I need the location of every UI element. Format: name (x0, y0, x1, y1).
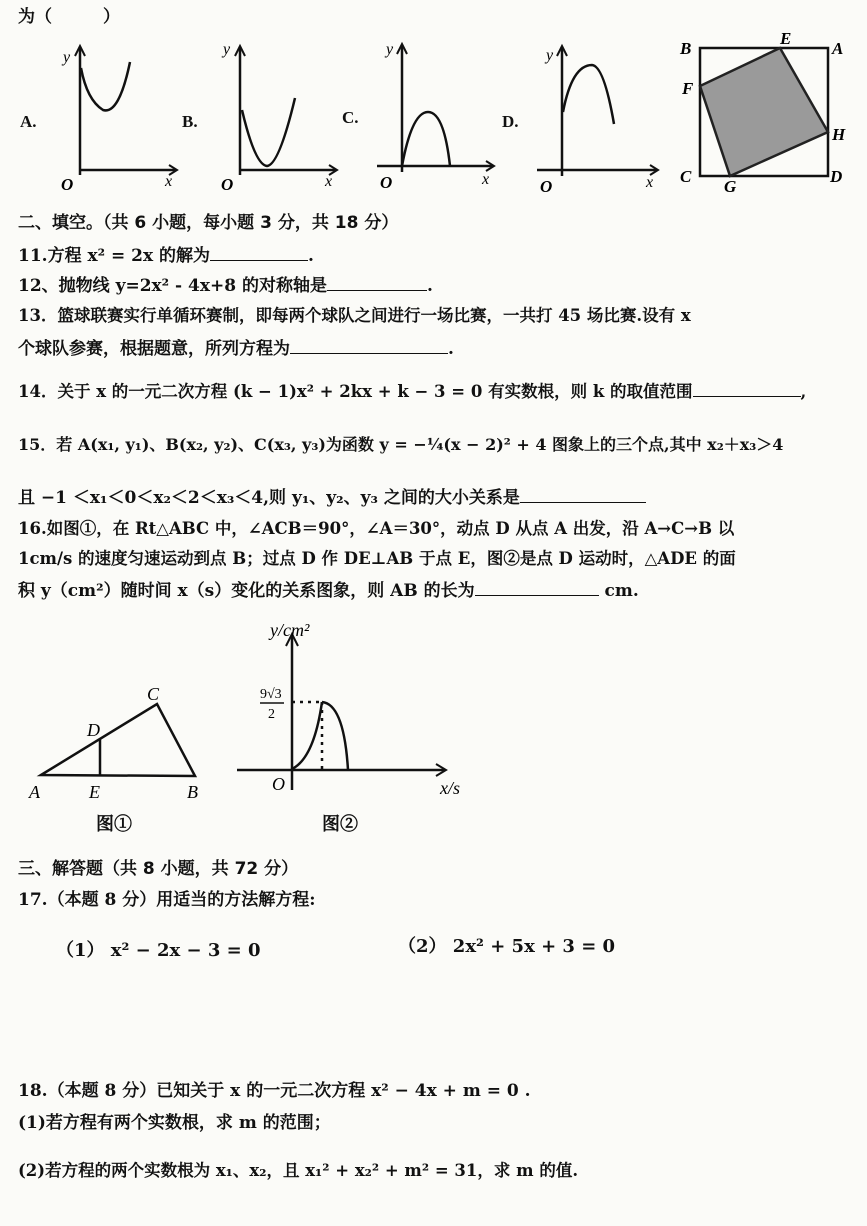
q15-line1: 15．若 A(x₁, y₁)、B(x₂, y₂)、C(x₃, y₃)为函数 y = −¼(x − 2)² + 4 图象上的三个点,其中 x₂＋x₃＞4 (18, 435, 784, 454)
option-b-graph (215, 40, 345, 195)
fig1-label-d: D (87, 720, 100, 740)
q16-line1: 16.如图①，在 Rt△ABC 中，∠ACB＝90°，∠A＝30°，动点 D 从点 A 出发，沿 A→C→B 以 (18, 519, 735, 538)
label-g: G (724, 177, 737, 196)
option-d-origin: O (540, 177, 553, 195)
fig2-x-axis-label: x/s (440, 778, 460, 798)
label-h: H (832, 125, 846, 144)
q13-line1: 13．篮球联赛实行单循环赛制，即每两个球队之间进行一场比赛，一共打 45 场比赛.设有 x (18, 306, 691, 325)
q16-line3 (18, 579, 639, 602)
q15-line2 (18, 486, 646, 509)
q18-part-2: (2)若方程的两个实数根为 x₁、x₂，且 x₁² + x₂² + m² = 31，求 m 的值. (18, 1161, 579, 1180)
option-c-y-axis-label: y (386, 41, 394, 58)
label-f: F (682, 79, 694, 98)
option-a-graph (55, 40, 185, 195)
option-a-x-axis-label: x (165, 173, 173, 190)
fig1-caption: 图① (96, 814, 132, 835)
q18-stem: 18.（本题 8 分）已知关于 x 的一元二次方程 x² − 4x + m = 0 . (18, 1081, 531, 1101)
q16-line2: 1cm/s 的速度匀速运动到点 B；过点 D 作 DE⊥AB 于点 E，图②是点 D 运动时，△ADE 的面 (18, 549, 736, 568)
option-d-y-axis-label: y (546, 47, 554, 64)
q16-answer-blank[interactable] (475, 579, 599, 596)
fig1-label-c: C (147, 684, 160, 704)
option-d-x-axis-label: x (646, 174, 654, 191)
fig2-origin: O (272, 774, 285, 794)
option-c-graph (372, 40, 502, 195)
option-d-label: D. (502, 112, 519, 131)
label-c: C (680, 167, 692, 186)
q12-text (18, 274, 433, 297)
q17-part-1: （1） x² − 2x − 3 = 0 (56, 940, 261, 961)
option-a-label: A. (20, 112, 37, 131)
option-b-origin: O (221, 175, 234, 194)
q13-line2 (18, 337, 454, 360)
option-d-graph (532, 40, 667, 195)
q16-unit: cm. (604, 581, 639, 601)
option-b-x-axis-label: x (325, 173, 333, 190)
fig1-label-e: E (89, 782, 100, 802)
fig1-label-a: A (29, 782, 40, 802)
option-c-x-axis-label: x (482, 171, 490, 188)
q11-answer-blank[interactable] (210, 244, 308, 261)
label-b: B (680, 39, 692, 58)
q16-stem: 积 y（cm²）随时间 x（s）变化的关系图象，则 AB 的长为 (18, 581, 475, 601)
option-a-origin: O (61, 175, 74, 194)
option-c-label: C. (342, 108, 359, 127)
label-e: E (780, 29, 792, 48)
q12-stem: 12、抛物线 y=2x² - 4x+8 的对称轴是 (18, 276, 327, 296)
q17-part-2: （2） 2x² + 5x + 3 = 0 (398, 936, 616, 957)
fig2-value-denominator: 2 (268, 707, 275, 722)
section-2-title: 二、填空。（共 6 小题，每小题 3 分，共 18 分） (18, 213, 399, 233)
option-b-label: B. (182, 112, 198, 131)
q15-answer-blank[interactable] (520, 486, 646, 503)
q16-figure-2 (232, 618, 482, 818)
q13-answer-blank[interactable] (290, 337, 448, 354)
fig1-label-b: B (187, 782, 198, 802)
section-3-title: 三、解答题（共 8 小题，共 72 分） (18, 859, 299, 879)
option-b-y-axis-label: y (223, 41, 231, 58)
q14-stem: 14．关于 x 的一元二次方程 (k − 1)x² + 2kx + k − 3 = 0 有实数根，则 k 的取值范围 (18, 382, 693, 401)
q12-answer-blank[interactable] (327, 274, 427, 291)
label-d: D (830, 167, 843, 186)
q14-answer-blank[interactable] (693, 380, 801, 397)
q14-text (18, 380, 806, 403)
fig2-caption: 图② (322, 814, 358, 835)
fig2-value-numerator: 9√3 (260, 687, 282, 702)
square-figure (672, 28, 862, 198)
q10-stem: 为（ ） (18, 7, 120, 27)
q11-stem: 11.方程 x² = 2x 的解为 (18, 246, 211, 266)
label-a: A (832, 39, 844, 58)
q18-part-1: (1)若方程有两个实数根，求 m 的范围； (18, 1113, 331, 1133)
q15-stem: 且 −1 ＜x₁＜0＜x₂＜2＜x₃＜4,则 y₁、y₂、y₃ 之间的大小关系是 (18, 488, 520, 508)
q13-tail: . (448, 339, 454, 359)
q17-stem: 17.（本题 8 分）用适当的方法解方程: (18, 890, 316, 910)
q12-tail: . (426, 276, 433, 296)
option-c-origin: O (380, 173, 393, 192)
option-a-y-axis-label: y (63, 49, 71, 66)
fig2-y-axis-label: y/cm² (270, 620, 310, 640)
q14-tail: , (800, 382, 807, 401)
q13-stem: 个球队参赛，根据题意，所列方程为 (18, 339, 290, 359)
q11-tail: . (308, 246, 314, 266)
q11-text (18, 244, 314, 267)
